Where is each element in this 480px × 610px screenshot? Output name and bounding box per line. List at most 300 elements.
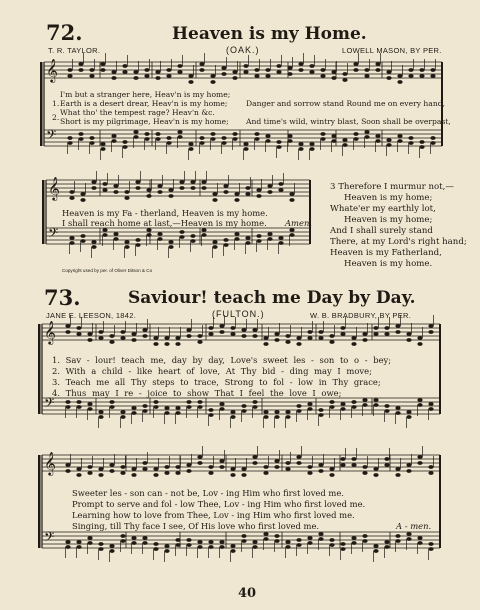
note-head (331, 134, 336, 138)
note-head (221, 141, 226, 145)
note-head (254, 68, 259, 72)
note-head (318, 413, 323, 417)
note-head (177, 70, 182, 74)
note-head (318, 463, 323, 467)
note-head (135, 243, 140, 247)
note-head (197, 340, 202, 344)
note-head (395, 539, 400, 543)
note-head (245, 186, 250, 190)
note-head (267, 184, 272, 188)
note-head (309, 70, 314, 74)
note-head (406, 532, 411, 536)
note-head (263, 342, 268, 346)
note-head (98, 547, 103, 551)
note-head (243, 70, 248, 74)
note-head (188, 80, 193, 84)
note-head (223, 190, 228, 194)
note-head (342, 138, 347, 142)
hymn-73-refrain-1: Sweeter les - son can - not be, Lov - ing Him who first loved me. (72, 488, 344, 498)
note-head (111, 76, 116, 80)
note-head (111, 134, 116, 138)
note-head (406, 415, 411, 419)
note-head (120, 415, 125, 419)
note-head (166, 141, 171, 145)
hymn-72-number: 72. (46, 20, 83, 45)
note-head (91, 240, 96, 244)
note-head (223, 243, 228, 247)
note-head (289, 228, 294, 232)
note-head (120, 330, 125, 334)
note-head (69, 196, 74, 200)
note-head (430, 136, 435, 140)
note-head (102, 188, 107, 192)
note-head (91, 186, 96, 190)
note-head (384, 463, 389, 467)
note-head (285, 545, 290, 549)
note-head (210, 74, 215, 78)
note-head (428, 330, 433, 334)
note-head (212, 198, 217, 202)
note-head (395, 330, 400, 334)
note-head (364, 68, 369, 72)
note-head (417, 342, 422, 346)
note-head (309, 147, 314, 151)
note-head (208, 465, 213, 469)
note-head (135, 180, 140, 184)
note-head (353, 132, 358, 136)
note-head (67, 136, 72, 140)
note-head (219, 459, 224, 463)
note-head (197, 400, 202, 404)
note-head (91, 180, 96, 184)
note-head (199, 62, 204, 66)
note-head (417, 403, 422, 407)
hymn-72-verse-number-1: 1. (52, 99, 60, 108)
note-head (131, 411, 136, 415)
note-head (289, 192, 294, 196)
note-head (320, 132, 325, 136)
treble-clef: 𝄞 (46, 58, 58, 82)
note-head (100, 142, 105, 146)
note-head (241, 409, 246, 413)
note-head (120, 471, 125, 475)
note-head (351, 457, 356, 461)
note-head (428, 547, 433, 551)
note-head (252, 455, 257, 459)
stanza-line: Whate'er my earthly lot, (330, 204, 436, 214)
note-head (201, 233, 206, 237)
note-head (276, 140, 281, 144)
note-head (208, 540, 213, 544)
stanza-line: And I shall surely stand (330, 226, 433, 236)
note-head (263, 415, 268, 419)
note-head (296, 342, 301, 346)
note-head (340, 326, 345, 330)
note-head (102, 228, 107, 232)
hymn-72-tune: (OAK.) (226, 45, 260, 55)
note-head (208, 408, 213, 412)
note-head (146, 194, 151, 198)
note-head (307, 536, 312, 540)
note-head (177, 64, 182, 68)
note-head (256, 234, 261, 238)
note-head (342, 72, 347, 76)
note-head (256, 239, 261, 243)
note-head (241, 404, 246, 408)
note-head (375, 62, 380, 66)
note-head (384, 409, 389, 413)
note-head (296, 455, 301, 459)
note-head (113, 237, 118, 241)
note-head (342, 78, 347, 82)
note-head (428, 465, 433, 469)
note-head (307, 471, 312, 475)
note-head (243, 64, 248, 68)
note-head (353, 68, 358, 72)
note-head (76, 545, 81, 549)
note-head (164, 411, 169, 415)
note-head (274, 415, 279, 419)
hymn-73-verse-3: 3. Teach me all Thy steps to trace, Strong to fol - low in Thy grace; (52, 377, 381, 387)
note-head (386, 143, 391, 147)
note-head (98, 336, 103, 340)
note-head (278, 182, 283, 186)
hymn-72-title: Heaven is my Home. (172, 24, 367, 44)
note-head (223, 238, 228, 242)
note-head (65, 469, 70, 473)
note-head (373, 549, 378, 553)
note-head (351, 405, 356, 409)
note-head (78, 132, 83, 136)
note-head (212, 192, 217, 196)
note-head (142, 334, 147, 338)
note-head (199, 136, 204, 140)
note-head (87, 471, 92, 475)
note-head (252, 405, 257, 409)
bass-clef: 𝄢 (48, 225, 59, 244)
note-head (89, 141, 94, 145)
note-head (230, 326, 235, 330)
note-head (285, 415, 290, 419)
note-head (397, 134, 402, 138)
note-head (197, 545, 202, 549)
note-head (109, 400, 114, 404)
note-head (241, 334, 246, 338)
note-head (252, 400, 257, 404)
note-head (219, 402, 224, 406)
note-head (164, 336, 169, 340)
note-head (287, 134, 292, 138)
note-head (362, 403, 367, 407)
note-head (406, 469, 411, 473)
note-head (177, 135, 182, 139)
note-head (212, 245, 217, 249)
note-head (263, 537, 268, 541)
note-head (188, 147, 193, 151)
note-head (342, 143, 347, 147)
note-head (307, 402, 312, 406)
note-head (375, 68, 380, 72)
note-head (241, 328, 246, 332)
hymn-73-amen: A - men. (396, 521, 432, 531)
note-head (340, 457, 345, 461)
note-head (340, 407, 345, 411)
note-head (186, 538, 191, 542)
hymn-73-verse-1: 1. Sav - lour! teach me, day by day, Love's sweet les - son to o - bey; (52, 355, 392, 365)
hymn-72-copyright: Copyright used by per. of Oliver Ditson & Co (62, 268, 153, 273)
note-head (232, 70, 237, 74)
note-head (265, 134, 270, 138)
note-head (230, 415, 235, 419)
note-head (254, 132, 259, 136)
note-head (164, 471, 169, 475)
note-head (428, 407, 433, 411)
note-head (210, 132, 215, 136)
note-head (146, 228, 151, 232)
note-head (142, 536, 147, 540)
note-head (406, 537, 411, 541)
note-head (419, 74, 424, 78)
stanza-line: Heaven is my home. (344, 259, 433, 269)
note-head (230, 544, 235, 548)
note-head (362, 332, 367, 336)
note-head (111, 139, 116, 143)
treble-clef: 𝄞 (44, 320, 56, 344)
hymn-72-lyricist: T. R. TAYLOR. (48, 46, 101, 55)
note-head (267, 232, 272, 236)
stanza-line: Heaven is my Fatherland, (330, 248, 442, 258)
note-head (351, 336, 356, 340)
note-head (120, 410, 125, 414)
note-head (124, 240, 129, 244)
note-head (386, 70, 391, 74)
note-head (364, 130, 369, 134)
note-head (234, 192, 239, 196)
note-head (142, 467, 147, 471)
note-head (296, 538, 301, 542)
note-head (80, 192, 85, 196)
hymn-72-verse-line-1: I'm but a stranger here, Heav'n is my home; (60, 90, 231, 99)
note-head (417, 461, 422, 465)
note-head (384, 404, 389, 408)
note-head (144, 137, 149, 141)
note-head (298, 142, 303, 146)
note-head (428, 471, 433, 475)
note-head (186, 405, 191, 409)
note-head (285, 340, 290, 344)
note-head (179, 235, 184, 239)
note-head (274, 332, 279, 336)
note-head (254, 137, 259, 141)
note-head (276, 145, 281, 149)
note-head (164, 342, 169, 346)
note-head (186, 469, 191, 473)
note-head (245, 236, 250, 240)
note-head (395, 411, 400, 415)
note-head (100, 68, 105, 72)
note-head (69, 241, 74, 245)
treble-clef: 𝄞 (44, 451, 56, 475)
note-head (179, 186, 184, 190)
note-head (285, 410, 290, 414)
note-head (142, 328, 147, 332)
hymn-73-number: 73. (44, 285, 81, 310)
note-head (65, 400, 70, 404)
note-head (168, 240, 173, 244)
note-head (278, 236, 283, 240)
note-head (142, 409, 147, 413)
note-head (122, 64, 127, 68)
note-head (307, 541, 312, 545)
note-head (91, 245, 96, 249)
note-head (144, 68, 149, 72)
note-head (285, 540, 290, 544)
note-head (87, 332, 92, 336)
note-head (320, 68, 325, 72)
note-head (89, 68, 94, 72)
note-head (100, 147, 105, 151)
note-head (307, 465, 312, 469)
note-head (408, 136, 413, 140)
hymn-73-lyricist: JANE E. LEESON, 1842. (46, 311, 137, 320)
note-head (69, 236, 74, 240)
note-head (362, 471, 367, 475)
note-head (153, 467, 158, 471)
note-head (168, 245, 173, 249)
brace (42, 180, 45, 244)
note-head (309, 142, 314, 146)
note-head (373, 473, 378, 477)
note-head (219, 407, 224, 411)
note-head (201, 186, 206, 190)
note-head (210, 137, 215, 141)
note-head (102, 182, 107, 186)
note-head (417, 336, 422, 340)
note-head (131, 473, 136, 477)
note-head (289, 198, 294, 202)
note-head (153, 405, 158, 409)
note-head (109, 549, 114, 553)
stanza-line: 3 Therefore I murmur not,— (330, 182, 454, 192)
note-head (155, 137, 160, 141)
note-head (329, 473, 334, 477)
note-head (76, 540, 81, 544)
note-head (406, 410, 411, 414)
note-head (87, 536, 92, 540)
note-head (153, 473, 158, 477)
note-head (131, 332, 136, 336)
note-head (296, 404, 301, 408)
note-head (153, 336, 158, 340)
page-number: 40 (238, 586, 257, 601)
hymn-72-stanza-3 (330, 182, 467, 270)
note-head (362, 338, 367, 342)
note-head (232, 76, 237, 80)
note-head (208, 471, 213, 475)
note-head (155, 70, 160, 74)
note-head (395, 324, 400, 328)
note-head (263, 336, 268, 340)
note-head (263, 471, 268, 475)
note-head (241, 473, 246, 477)
note-head (109, 405, 114, 409)
note-head (296, 336, 301, 340)
brace (40, 62, 43, 146)
note-head (395, 534, 400, 538)
note-head (175, 406, 180, 410)
note-head (384, 332, 389, 336)
hymn-72-amen: Amen. (285, 218, 313, 228)
note-head (111, 70, 116, 74)
note-head (175, 336, 180, 340)
note-head (166, 74, 171, 78)
note-head (263, 465, 268, 469)
note-head (157, 237, 162, 241)
note-head (98, 473, 103, 477)
note-head (329, 400, 334, 404)
note-head (307, 330, 312, 334)
note-head (263, 532, 268, 536)
note-head (298, 68, 303, 72)
note-head (241, 539, 246, 543)
note-head (340, 547, 345, 551)
note-head (76, 467, 81, 471)
note-head (296, 543, 301, 547)
note-head (331, 70, 336, 74)
note-head (307, 336, 312, 340)
note-head (419, 68, 424, 72)
note-head (256, 194, 261, 198)
note-head (430, 68, 435, 72)
note-head (395, 473, 400, 477)
note-head (109, 544, 114, 548)
note-head (265, 139, 270, 143)
note-head (168, 194, 173, 198)
note-head (362, 465, 367, 469)
note-head (309, 64, 314, 68)
note-head (318, 408, 323, 412)
note-head (340, 463, 345, 467)
note-head (287, 139, 292, 143)
note-head (406, 338, 411, 342)
hymn-72-verse-line-4: Short is my pilgrimage, Heav'n is my home; (60, 117, 229, 126)
note-head (397, 74, 402, 78)
note-head (65, 540, 70, 544)
note-head (318, 469, 323, 473)
note-head (329, 538, 334, 542)
note-head (296, 409, 301, 413)
note-head (144, 132, 149, 136)
note-head (186, 400, 191, 404)
note-head (175, 411, 180, 415)
note-head (208, 332, 213, 336)
note-head (67, 68, 72, 72)
note-head (274, 338, 279, 342)
note-head (419, 140, 424, 144)
note-head (274, 465, 279, 469)
note-head (245, 192, 250, 196)
note-head (417, 398, 422, 402)
note-head (406, 463, 411, 467)
note-head (375, 139, 380, 143)
note-head (384, 545, 389, 549)
note-head (131, 338, 136, 342)
note-head (144, 74, 149, 78)
note-head (146, 233, 151, 237)
note-head (122, 70, 127, 74)
note-head (197, 540, 202, 544)
note-head (168, 188, 173, 192)
